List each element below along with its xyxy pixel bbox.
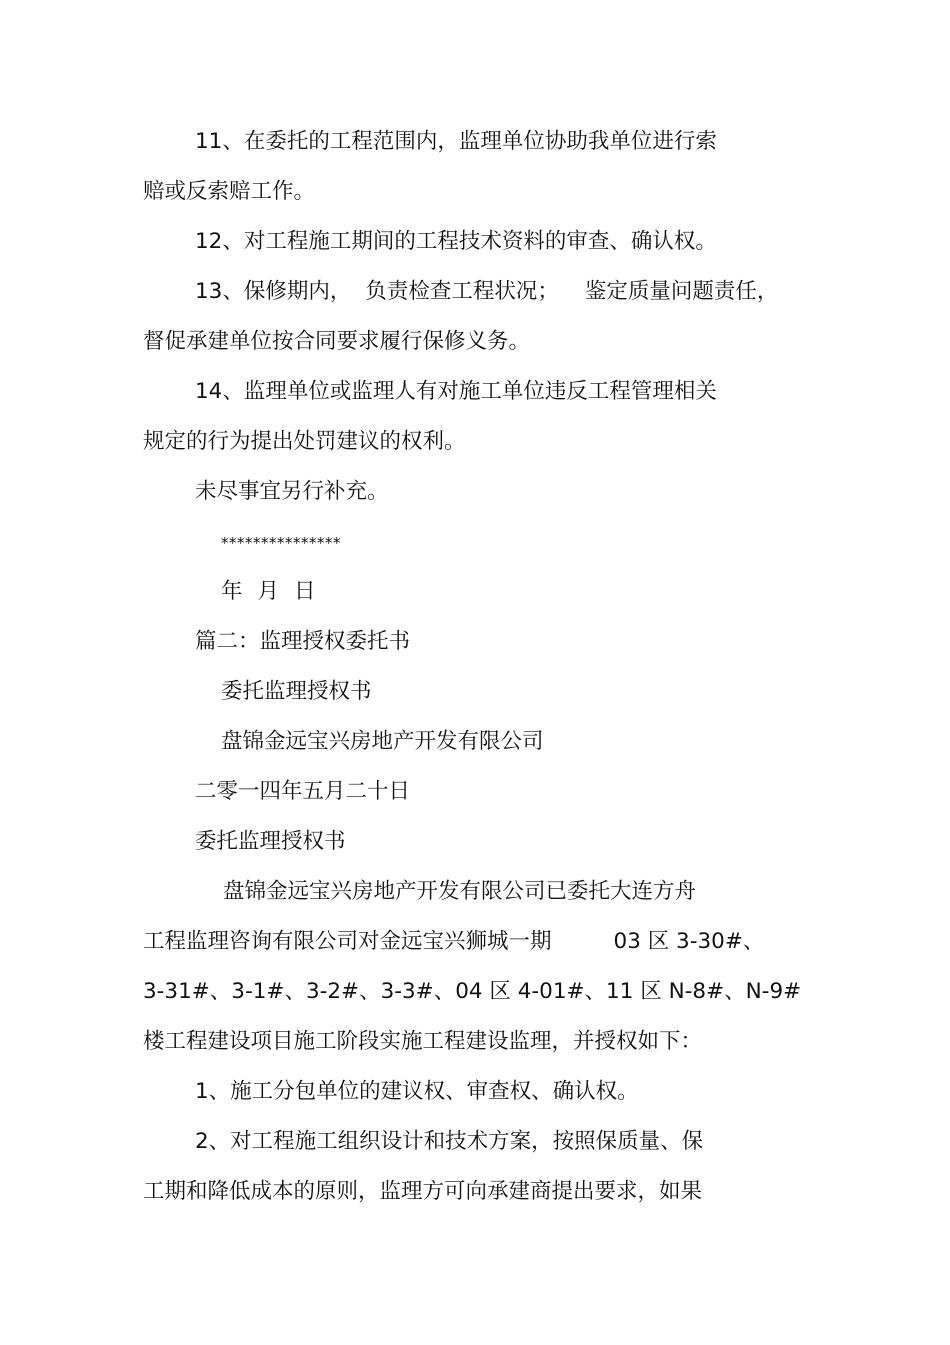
year-label: 年 — [221, 579, 243, 604]
text-line: 委托监理授权书 — [221, 679, 372, 704]
text-line: 盘锦金远宝兴房地产开发有限公司 — [221, 729, 544, 754]
text-line: 二零一四年五月二十日 — [195, 779, 411, 804]
text-line: 3-31#、3-1#、3-2#、3-3#、04 区 4-01#、11 区 N-8#、N-9# — [143, 979, 802, 1004]
day-label: 日 — [294, 579, 316, 604]
text-line: 盘锦金远宝兴房地产开发有限公司已委托大连方舟 — [223, 879, 697, 904]
text-line: 督促承建单位按合同要求履行保修义务。 — [143, 329, 531, 354]
text-line: 工期和降低成本的原则，监理方可向承建商提出要求，如果 — [143, 1179, 703, 1204]
text-segment: 负责检查工程状况； — [365, 279, 559, 304]
text-line: 1、施工分包单位的建议权、审查权、确认权。 — [195, 1079, 639, 1104]
separator-stars: *************** — [221, 534, 341, 552]
text-line — [143, 929, 764, 955]
date-placeholder — [221, 579, 316, 605]
text-line: 11、在委托的工程范围内，监理单位协助我单位进行索 — [195, 129, 717, 154]
text-line: 12、对工程施工期间的工程技术资料的审查、确认权。 — [195, 229, 717, 254]
section-heading: 篇二：监理授权委托书 — [195, 629, 411, 654]
text-line: 规定的行为提出处罚建议的权利。 — [143, 429, 466, 454]
month-label: 月 — [257, 579, 280, 604]
text-line: 未尽事宜另行补充。 — [195, 479, 389, 504]
text-segment: 鉴定质量问题责任， — [584, 279, 779, 304]
text-line: 2、对工程施工组织设计和技术方案，按照保质量、保 — [195, 1129, 704, 1154]
text-line: 楼工程建设项目施工阶段实施工程建设监理，并授权如下： — [143, 1029, 703, 1054]
text-segment: 03 区 3-30#、 — [613, 929, 765, 954]
text-segment: 13、保修期内， — [195, 279, 352, 304]
text-line: 14、监理单位或监理人有对施工单位违反工程管理相关 — [195, 379, 717, 404]
text-line: 赔或反索赔工作。 — [143, 179, 316, 204]
text-line: 委托监理授权书 — [195, 829, 346, 854]
text-segment: 工程监理咨询有限公司对金远宝兴狮城一期 — [143, 929, 552, 954]
text-line — [195, 279, 778, 305]
